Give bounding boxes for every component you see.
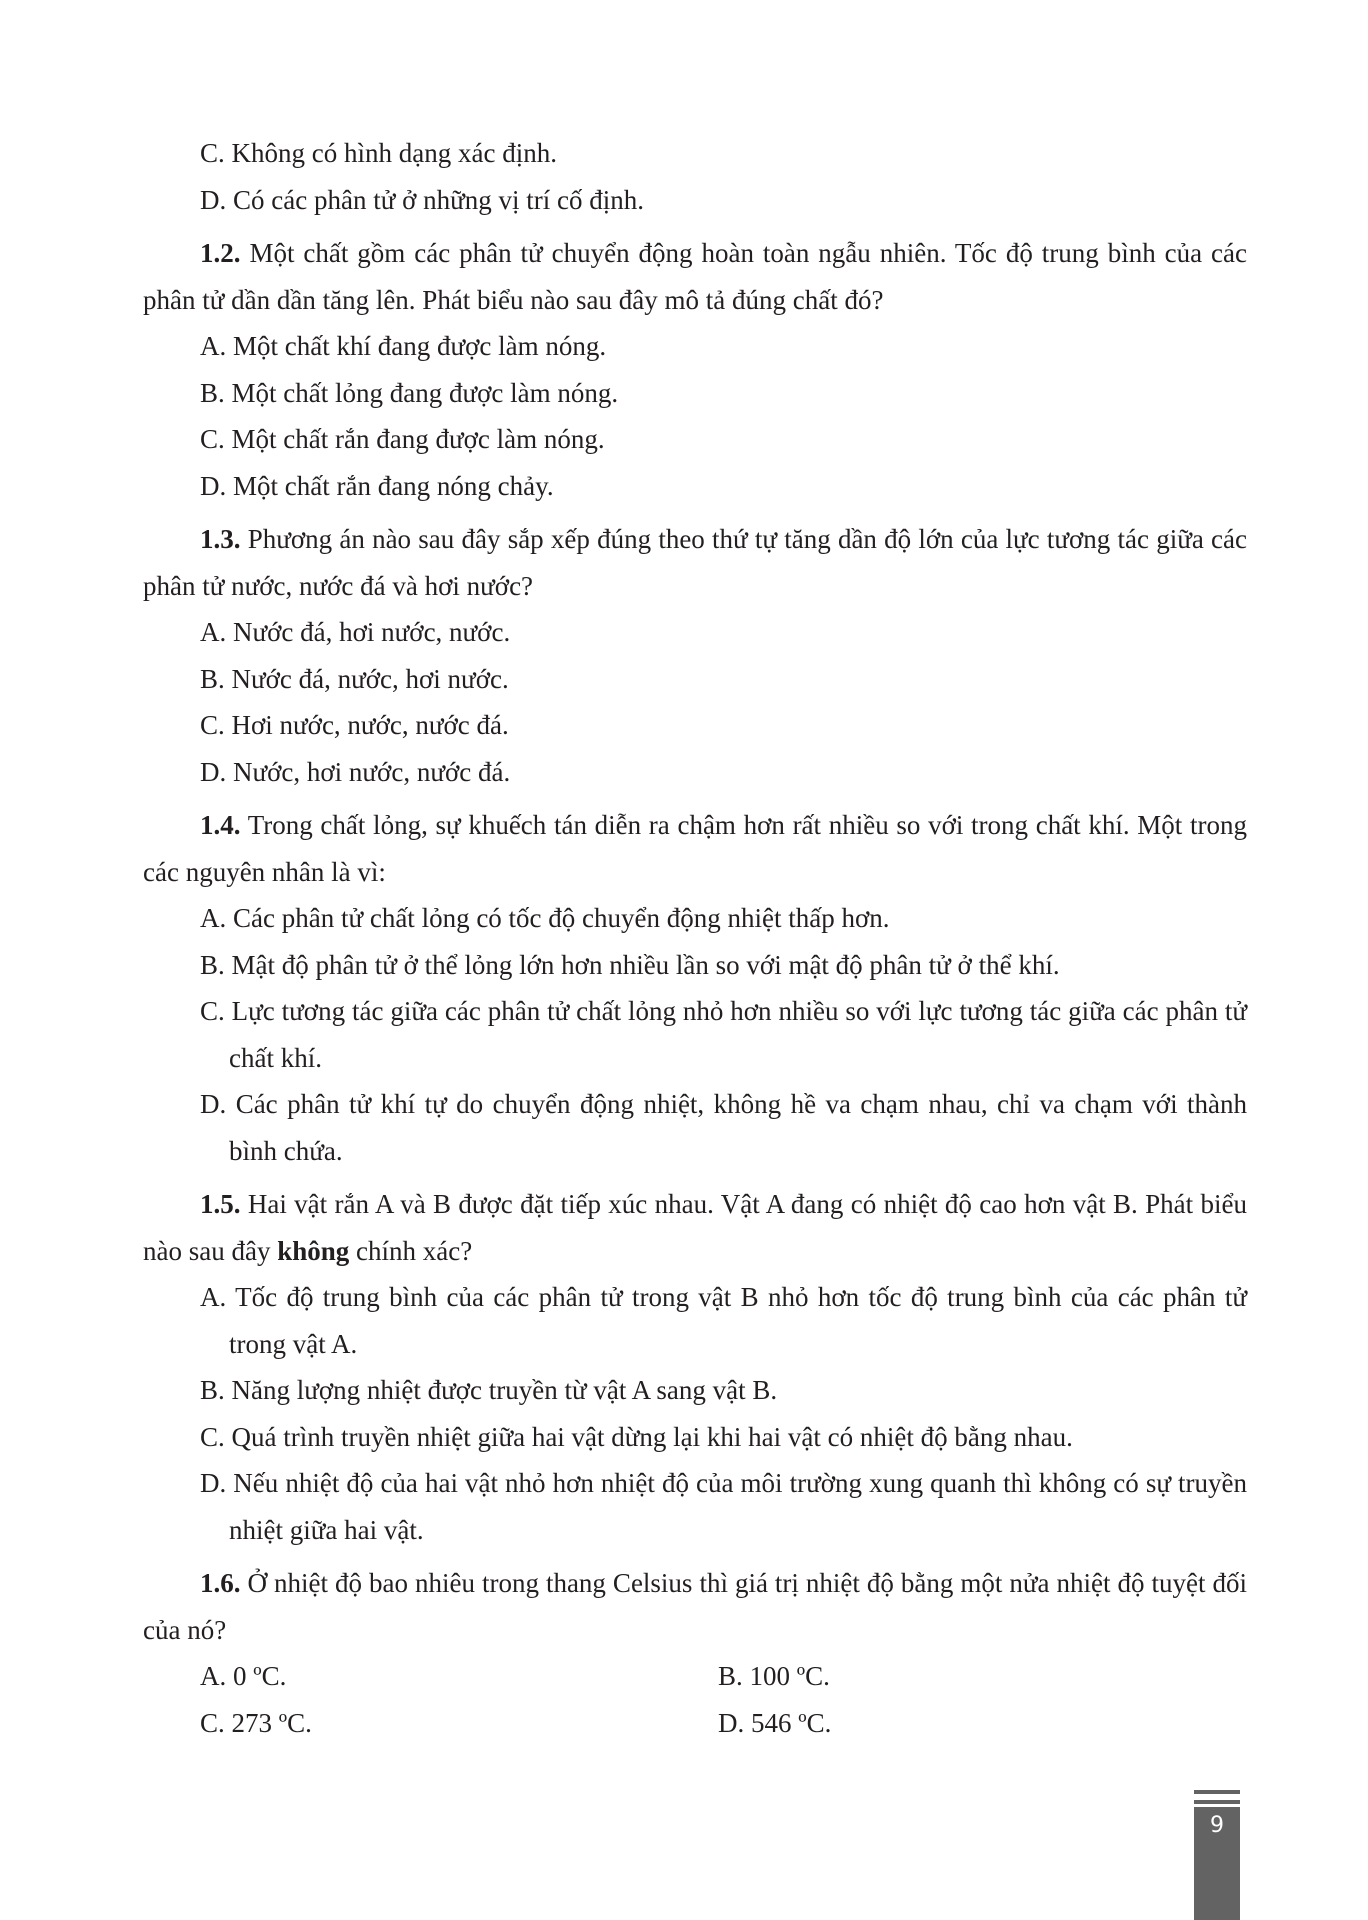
option: A. 0 ºC.: [200, 1661, 287, 1691]
option: A. Một chất khí đang được làm nóng.: [200, 331, 607, 361]
option: D. Nước, hơi nước, nước đá.: [200, 756, 511, 787]
option: C. 273 ºC.: [200, 1707, 312, 1738]
option: D. Một chất rắn đang nóng chảy.: [200, 470, 554, 501]
question-number: 1.6.: [200, 1568, 241, 1598]
option: A. Nước đá, hơi nước, nước.: [200, 617, 511, 647]
option: D. Có các phân tử ở những vị trí cố định.: [200, 184, 644, 215]
option: C. Lực tương tác giữa các phân tử chất lỏng nhỏ hơn nhiều so với lực tương tác giữa các phân tử chất khí.: [200, 996, 1247, 1073]
question-1-2: [143, 230, 1247, 323]
option: B. Nước đá, nước, hơi nước.: [200, 663, 509, 694]
question-text: Ở nhiệt độ bao nhiêu trong thang Celsius thì giá trị nhiệt độ bằng một nửa nhiệt độ tuyệt đối của nó?: [143, 1568, 1247, 1645]
question-text: chính xác?: [349, 1235, 473, 1266]
question-1-5: [143, 1181, 1247, 1274]
question-1-6: [143, 1560, 1247, 1653]
option: D. 546 ºC.: [718, 1707, 832, 1738]
options-row: [143, 1700, 1247, 1747]
question-1-4: [143, 802, 1247, 895]
option: C. Không có hình dạng xác định.: [200, 138, 557, 168]
page-number: 9: [1194, 1807, 1240, 1920]
option: D. Các phân tử khí tự do chuyển động nhiệt, không hề va chạm nhau, chỉ va chạm với thành bình chứa.: [200, 1089, 1247, 1166]
option: A. Tốc độ trung bình của các phân tử trong vật B nhỏ hơn tốc độ trung bình của các phân tử trong vật A.: [200, 1282, 1247, 1359]
question-text: Phương án nào sau đây sắp xếp đúng theo thứ tự tăng dần độ lớn của lực tương tác giữa các phân tử nước, nước đá và hơi nước?: [143, 524, 1247, 601]
question-number: 1.4.: [200, 810, 241, 840]
question-number: 1.2.: [200, 238, 241, 268]
option: C. Hơi nước, nước, nước đá.: [200, 710, 509, 740]
page-content: [143, 130, 1247, 1746]
options-row: [143, 1653, 1247, 1700]
question-text: Trong chất lỏng, sự khuếch tán diễn ra chậm hơn rất nhiều so với trong chất khí. Một trong các nguyên nhân là vì:: [143, 810, 1247, 887]
question-text: Một chất gồm các phân tử chuyển động hoàn toàn ngẫu nhiên. Tốc độ trung bình của các phân tử dần dần tăng lên. Phát biểu nào sau đây mô tả đúng chất đó?: [143, 238, 1247, 315]
option: B. 100 ºC.: [718, 1661, 830, 1691]
option: B. Mật độ phân tử ở thể lỏng lớn hơn nhiều lần so với mật độ phân tử ở thể khí.: [200, 949, 1060, 980]
option: D. Nếu nhiệt độ của hai vật nhỏ hơn nhiệt độ của môi trường xung quanh thì không có sự truyền nhiệt giữa hai vật.: [200, 1468, 1247, 1545]
option: C. Quá trình truyền nhiệt giữa hai vật dừng lại khi hai vật có nhiệt độ bằng nhau.: [200, 1421, 1073, 1452]
page-tab-line: [1194, 1790, 1240, 1794]
question-number: 1.3.: [200, 524, 241, 554]
page-tab-line: [1194, 1800, 1240, 1804]
option: C. Một chất rắn đang được làm nóng.: [200, 424, 605, 454]
question-1-3: [143, 516, 1247, 609]
option: A. Các phân tử chất lỏng có tốc độ chuyển động nhiệt thấp hơn.: [200, 903, 890, 933]
option: B. Một chất lỏng đang được làm nóng.: [200, 377, 619, 408]
question-number: 1.5.: [200, 1189, 241, 1219]
question-text: Hai vật rắn A và B được đặt tiếp xúc nhau. Vật A đang có nhiệt độ cao hơn vật B. Phát biểu nào sau đây: [143, 1189, 1247, 1266]
emphasis-text: không: [277, 1235, 350, 1266]
option: B. Năng lượng nhiệt được truyền từ vật A sang vật B.: [200, 1375, 778, 1405]
